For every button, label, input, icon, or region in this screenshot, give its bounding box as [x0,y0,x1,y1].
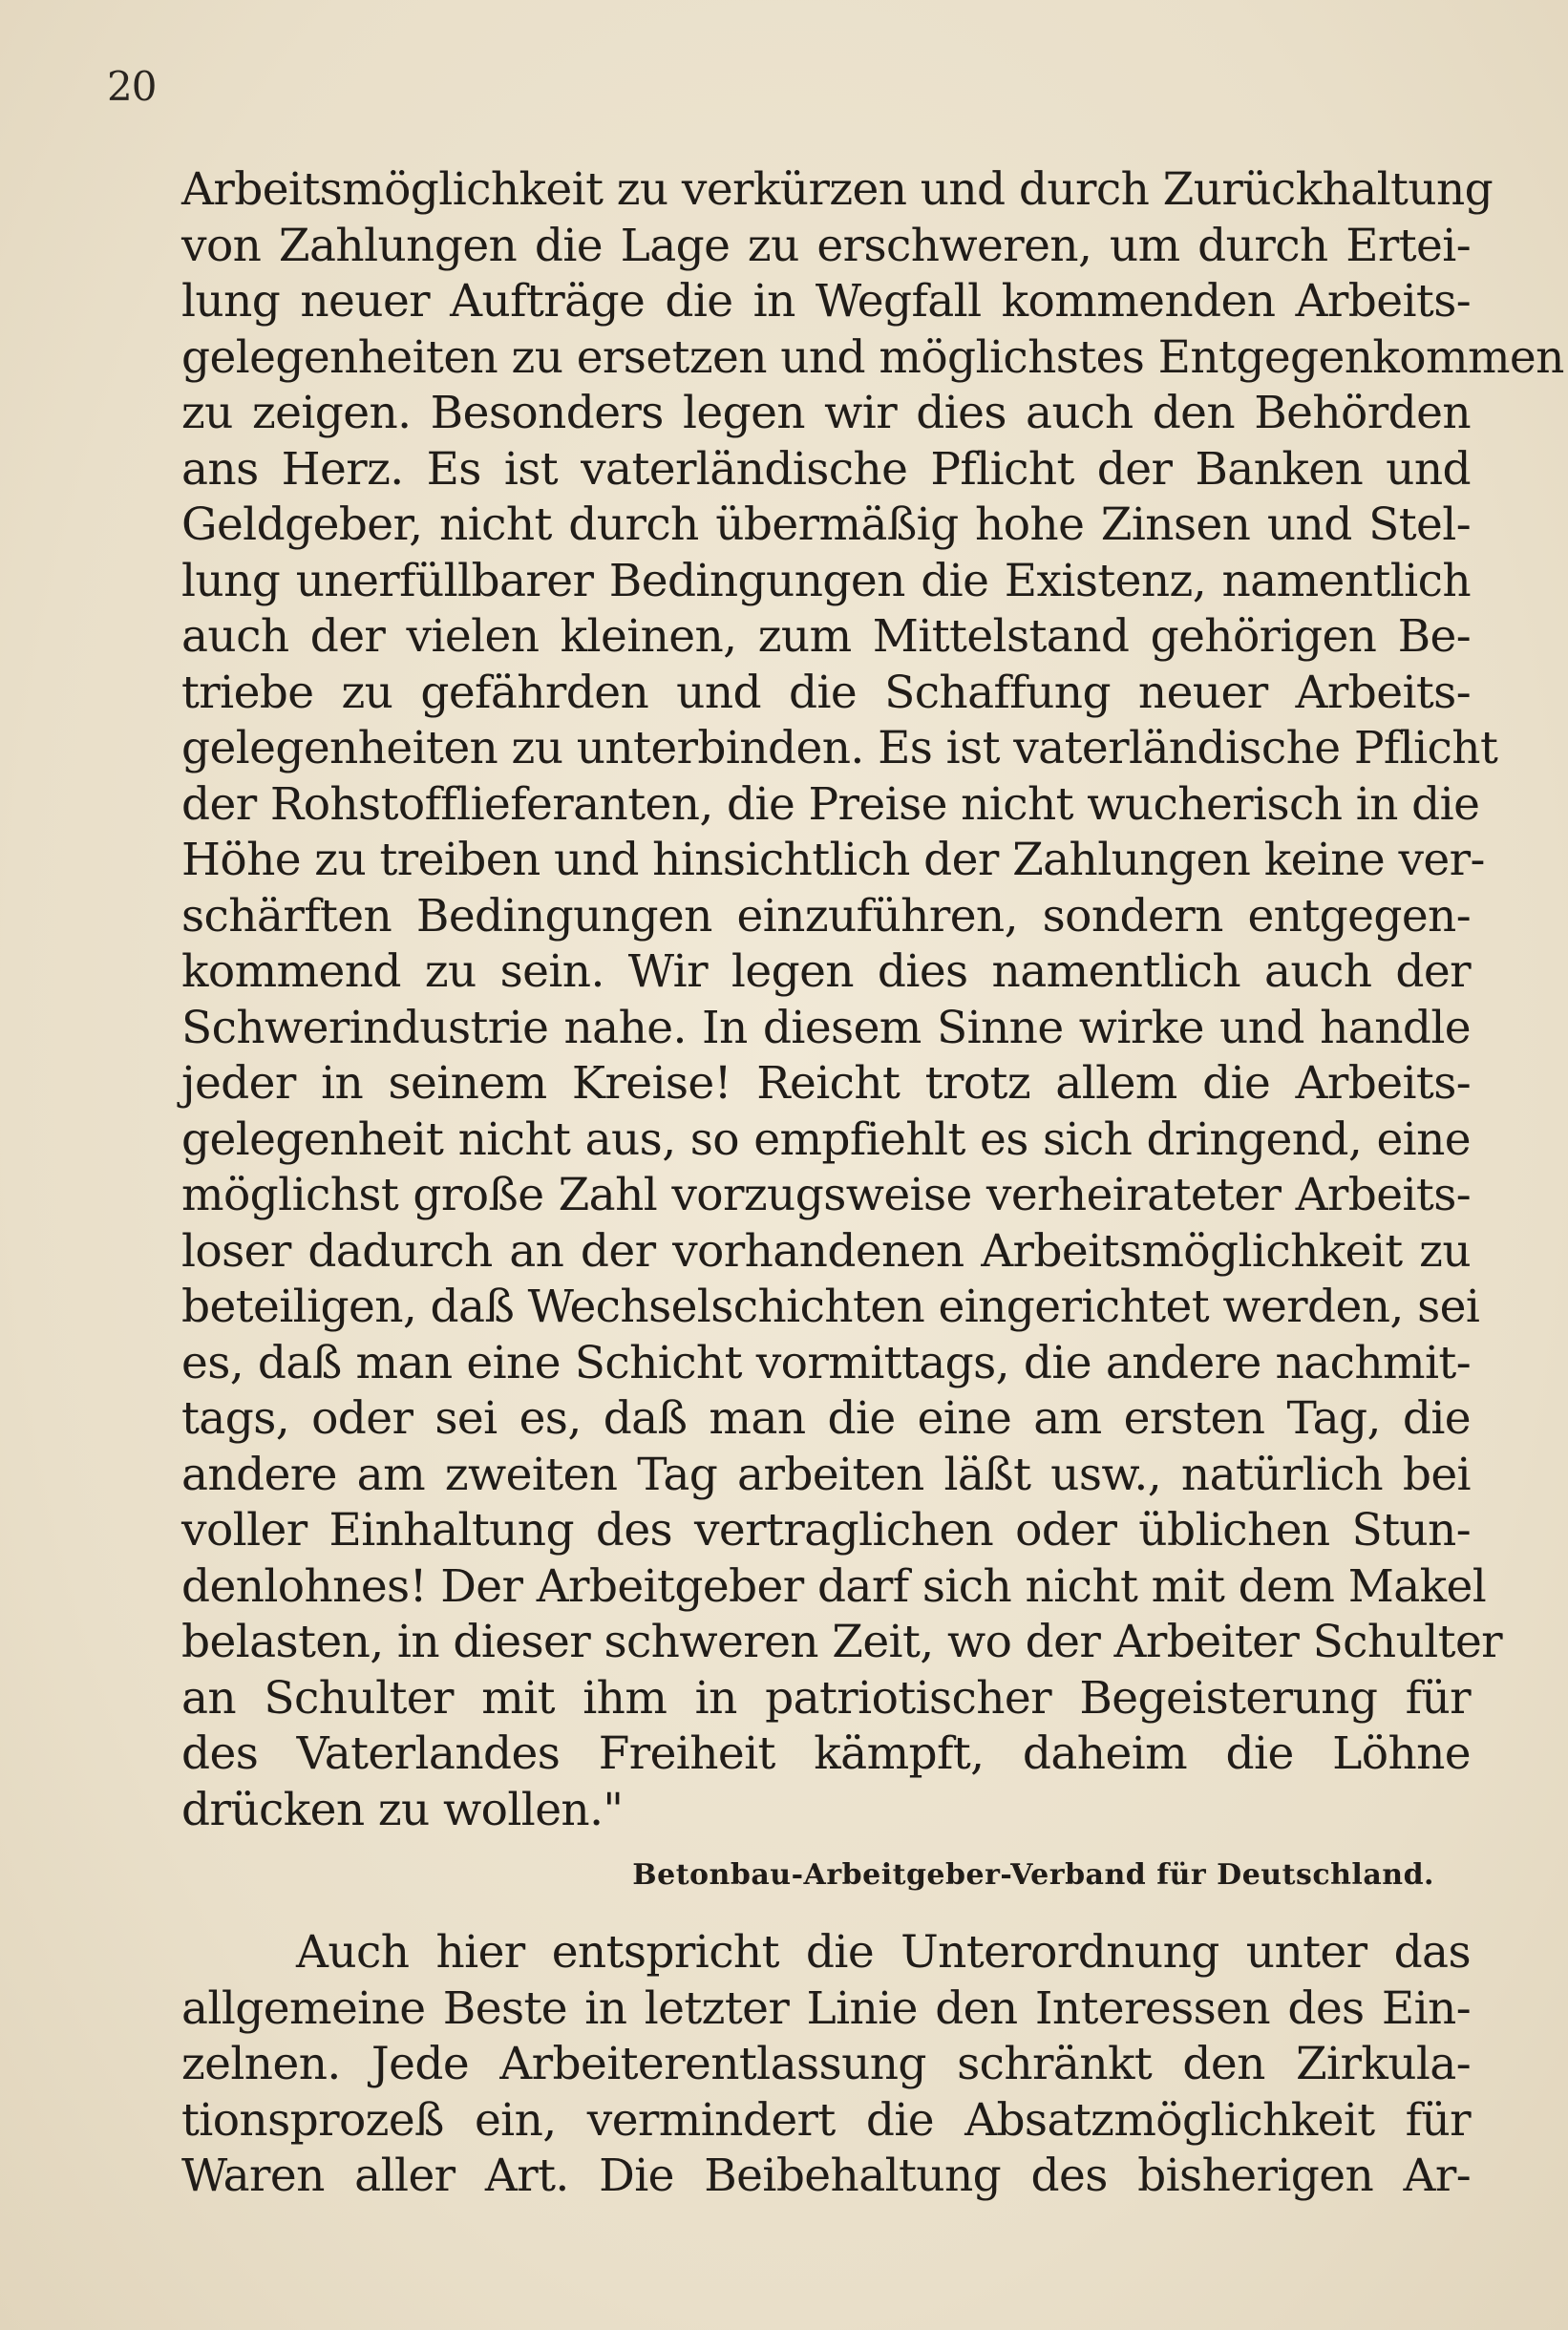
text-line: gelegenheiten zu ersetzen und möglichstes Entgegenkommen [181,330,1564,384]
text-line: jeder in seinem Kreise! Reicht trotz allem die Arbeits- [181,1057,1471,1110]
text-line: tags, oder sei es, daß man die eine am ersten Tag, die [181,1392,1471,1445]
text-line: drücken zu wollen." [181,1783,624,1836]
text-line: von Zahlungen die Lage zu erschweren, um durch Ertei- [181,219,1471,272]
quote-attribution: Betonbau-Arbeitgeber-Verband für Deutschland. [632,1858,1434,1892]
text-line: der Rohstofflieferanten, die Preise nicht wucherisch in die [181,777,1480,831]
text-line: Schwerindustrie nahe. In diesem Sinne wirke und handle [181,1001,1471,1054]
text-line: an Schulter mit ihm in patriotischer Begeisterung für [181,1671,1471,1725]
text-line: Auch hier entspricht die Unterordnung unter das [296,1926,1471,1979]
text-line: zelnen. Jede Arbeiterentlassung schränkt den Zirkula- [181,2038,1471,2090]
text-line: tionsprozeß ein, vermindert die Absatzmöglichkeit für [181,2093,1471,2147]
text-line: triebe zu gefährden und die Schaffung neuer Arbeits- [181,666,1471,719]
text-line: Geldgeber, nicht durch übermäßig hohe Zinsen und Stel- [181,498,1471,551]
text-line: Waren aller Art. Die Beibehaltung des bisherigen Ar- [181,2150,1471,2202]
text-line: Höhe zu treiben und hinsichtlich der Zahlungen keine ver- [181,834,1485,886]
text-line: allgemeine Beste in letzter Linie den Interessen des Ein- [181,1981,1471,2035]
text-line: belasten, in dieser schweren Zeit, wo der Arbeiter Schulter [181,1616,1503,1668]
text-line: zu zeigen. Besonders legen wir dies auch den Behörden [181,387,1471,439]
text-line: beteiligen, daß Wechselschichten eingerichtet werden, sei [181,1281,1480,1333]
text-line: möglichst große Zahl vorzugsweise verheirateter Arbeits- [181,1169,1471,1221]
text-line: lung unerfüllbarer Bedingungen die Existenz, namentlich [181,554,1471,607]
text-line: lung neuer Aufträge die in Wegfall kommenden Arbeits- [181,275,1471,328]
page-number: 20 [107,63,157,110]
text-line: denlohnes! Der Arbeitgeber darf sich nicht mit dem Makel [181,1559,1487,1613]
text-line: des Vaterlandes Freiheit kämpft, daheim die Löhne [181,1727,1471,1780]
text-line: andere am zweiten Tag arbeiten läßt usw., natürlich bei [181,1448,1471,1501]
paragraph [181,1925,1471,2205]
text-line: voller Einhaltung des vertraglichen oder üblichen Stun- [181,1504,1471,1557]
text-line: ans Herz. Es ist vaterländische Pflicht der Banken und [181,442,1471,496]
text-line: gelegenheit nicht aus, so empfiehlt es sich dringend, eine [181,1112,1471,1166]
quote-body [181,162,1564,1838]
text-line: es, daß man eine Schicht vormittags, die andere nachmit- [181,1336,1471,1389]
text-line: schärften Bedingungen einzuführen, sondern entgegen- [181,889,1471,943]
text-line: loser dadurch an der vorhandenen Arbeitsmöglichkeit zu [181,1224,1471,1278]
text-line: auch der vielen kleinen, zum Mittelstand gehörigen Be- [181,610,1471,663]
text-line: gelegenheiten zu unterbinden. Es ist vaterländische Pflicht [181,722,1498,774]
text-line: kommend zu sein. Wir legen dies namentlich auch der [181,945,1471,998]
text-line: Arbeitsmöglichkeit zu verkürzen und durch Zurückhaltung [181,163,1494,216]
